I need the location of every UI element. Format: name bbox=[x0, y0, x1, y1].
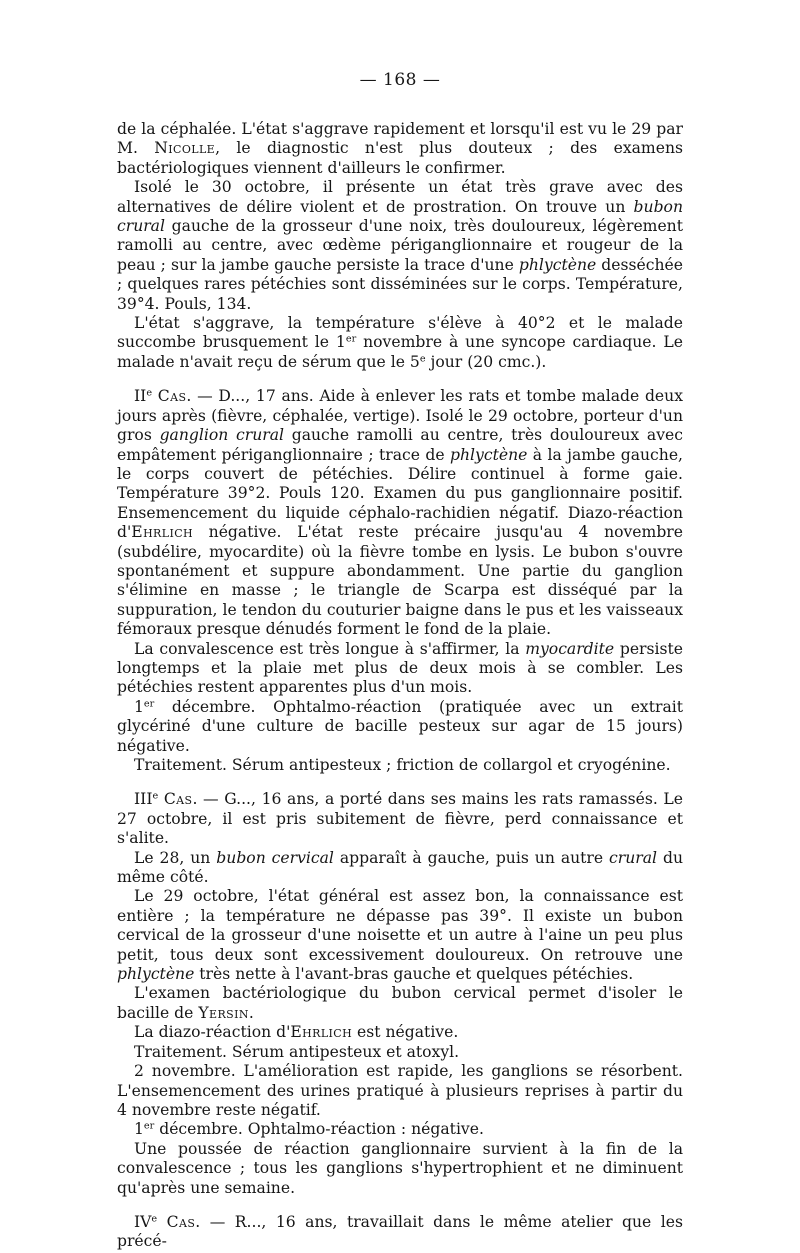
small-caps-name: Ehrlich bbox=[131, 523, 193, 542]
text-run: apparaît à gauche, puis un autre bbox=[333, 848, 610, 867]
text-run: Le 29 octobre, l'état général est assez bon, la connaissance est entière ; la température ne dépasse pas 39°. Il existe un bubon cervical de la grosseur d'une noisette et un autre à l'aine un peu plus petit, tous deux sont excessivement douloureux. On retrouve une bbox=[117, 887, 683, 964]
text-run: . — D..., 17 ans. Aide à enlever les rats et tombe malade deux jours après (fièvre, céphalée, vertige). Isolé le 29 octobre, porteur d'un gros bbox=[117, 387, 683, 445]
text-run: . — G..., 16 ans, a porté dans ses mains les rats ramassés. Le 27 octobre, il est pris subitement de fièvre, perd connaissance et s'alite. bbox=[117, 790, 683, 848]
small-caps-name: Cas bbox=[163, 790, 193, 809]
italic-term: myocardite bbox=[525, 639, 615, 658]
text-run: Traitement. Sérum antipesteux ; friction de collargol et cryogénine. bbox=[134, 756, 671, 774]
text-run: Le 28, un bbox=[134, 848, 217, 867]
text-run: II bbox=[134, 387, 147, 406]
text-run: III bbox=[134, 790, 153, 809]
text-run: desséchée ; quelques rares pétéchies sont disséminées sur le corps. Température, 39°4. Pouls, 134. bbox=[117, 255, 683, 313]
paragraph bbox=[117, 849, 683, 888]
text-run: Isolé le 30 octobre, il présente un état très grave avec des alternatives de délire violent et de prostration. On trouve un bbox=[117, 178, 683, 216]
small-caps-name: Cas bbox=[157, 387, 187, 406]
small-caps-name: Cas bbox=[166, 1212, 196, 1231]
case-heading-paragraph bbox=[117, 387, 683, 639]
italic-term: phlyctène bbox=[450, 445, 528, 464]
italic-term: bubon crural bbox=[117, 197, 683, 236]
text-run: L'examen bactériologique du bubon cervical permet d'isoler le bacille de bbox=[117, 984, 683, 1022]
text-run: novembre à une syncope cardiaque. Le malade n'avait reçu de sérum que le 5 bbox=[117, 333, 683, 371]
text-run: jour (20 cmc.). bbox=[425, 352, 547, 371]
paragraph bbox=[117, 120, 683, 178]
text-run: . — R..., 16 ans, travaillait dans le même atelier que les précé- bbox=[117, 1212, 683, 1251]
text-run: , le diagnostic n'est plus douteux ; des examens bactériologiques viennent d'ailleurs le confirmer. bbox=[117, 139, 683, 177]
small-caps-name: Ehrlich bbox=[290, 1023, 353, 1042]
paragraph bbox=[117, 1062, 683, 1120]
italic-term: phlyctène bbox=[117, 965, 195, 984]
superscript: e bbox=[146, 387, 153, 399]
text-run: 1 bbox=[134, 697, 144, 716]
body-text bbox=[117, 120, 683, 1252]
text-run: Traitement. Sérum antipesteux et atoxyl. bbox=[134, 1042, 460, 1061]
text-run: décembre. Ophtalmo-réaction (pratiquée avec un extrait glycériné d'une culture de bacille pesteux sur agar de 15 jours) négative. bbox=[117, 697, 683, 755]
text-run: . bbox=[248, 1003, 254, 1022]
paragraph bbox=[117, 887, 683, 984]
italic-term: phlyctène bbox=[518, 255, 597, 274]
case-heading-paragraph bbox=[117, 790, 683, 848]
text-run: du même côté. bbox=[117, 848, 683, 887]
paragraph bbox=[117, 314, 683, 372]
page-number: — 168 — bbox=[359, 70, 441, 90]
italic-term: bubon cervical bbox=[216, 848, 334, 867]
text-run: L'état s'aggrave, la température s'élève à 40°2 et le malade succombe brusquement le 1 bbox=[117, 314, 683, 352]
italic-term: crural bbox=[609, 848, 658, 867]
small-caps-name: Yersin bbox=[198, 1003, 249, 1022]
paragraph bbox=[117, 984, 683, 1023]
text-run: La diazo-réaction d' bbox=[134, 1023, 291, 1042]
paragraph bbox=[117, 178, 683, 314]
text-run: persiste longtemps et la plaie met plus de deux mois à se combler. Les pétéchies restent apparentes plus d'un mois. bbox=[117, 639, 683, 697]
paragraph bbox=[117, 1120, 683, 1139]
text-run: gauche ramolli au centre, très douloureux avec empâtement périganglionnaire ; trace de bbox=[117, 426, 683, 464]
superscript: er bbox=[143, 698, 155, 710]
italic-term: ganglion crural bbox=[159, 426, 284, 445]
text-run: IV bbox=[134, 1212, 152, 1231]
small-caps-name: Nicolle bbox=[154, 139, 216, 158]
paragraph bbox=[117, 1043, 683, 1062]
text-run: La convalescence est très longue à s'affirmer, la bbox=[134, 639, 526, 658]
superscript: e bbox=[151, 1213, 158, 1225]
superscript: er bbox=[143, 1121, 155, 1132]
text-run: de la céphalée. L'état s'aggrave rapidement et lorsqu'il est vu le 29 par M. bbox=[117, 120, 683, 158]
superscript: er bbox=[345, 334, 357, 346]
text-run bbox=[157, 1213, 167, 1231]
paragraph bbox=[117, 1023, 683, 1042]
text-run: 1 bbox=[134, 1120, 144, 1139]
case-heading-paragraph bbox=[117, 1213, 683, 1252]
text-run: à la jambe gauche, le corps couvert de pétéchies. Délire continuel à forme gaie. Température 39°2. Pouls 120. Examen du pus ganglionnaire positif. Ensemencement du liquide céphalo-rachidien négatif. Diazo-réaction d' bbox=[117, 445, 683, 542]
paragraph bbox=[117, 756, 683, 775]
text-run: Une poussée de réaction ganglionnaire survient à la fin de la convalescence ; tous les ganglions s'hypertrophient et ne diminuent qu'après une semaine. bbox=[117, 1139, 683, 1197]
text-run: très nette à l'avant-bras gauche et quelques pétéchies. bbox=[194, 965, 634, 984]
text-run: est négative. bbox=[352, 1023, 459, 1042]
text-run: décembre. Ophtalmo-réaction : négative. bbox=[154, 1120, 484, 1139]
paragraph bbox=[117, 640, 683, 698]
text-run: gauche de la grosseur d'une noix, très douloureux, légèrement ramolli au centre, avec œdème périganglionnaire et rougeur de la peau ; sur la jambe gauche persiste la trace d'une bbox=[117, 217, 683, 274]
paragraph bbox=[117, 698, 683, 756]
superscript: e bbox=[152, 791, 159, 803]
superscript: e bbox=[419, 353, 426, 365]
paragraph bbox=[117, 1140, 683, 1198]
text-run: 2 novembre. L'amélioration est rapide, les ganglions se résorbent. L'ensemencement des urines pratiqué à plusieurs reprises à partir du 4 novembre reste négatif. bbox=[117, 1062, 683, 1119]
text-run: négative. L'état reste précaire jusqu'au 4 novembre (subdélire, myocardite) où la fièvre tombe en lysis. Le bubon s'ouvre spontanément et suppure abondamment. Une partie du ganglion s'élimine en masse ; le triangle de Scarpa est disséqué par la suppuration, le tendon du couturier baigne dans le pus et les vaisseaux fémoraux presque dénudés forment le fond de la plaie. bbox=[117, 523, 683, 639]
